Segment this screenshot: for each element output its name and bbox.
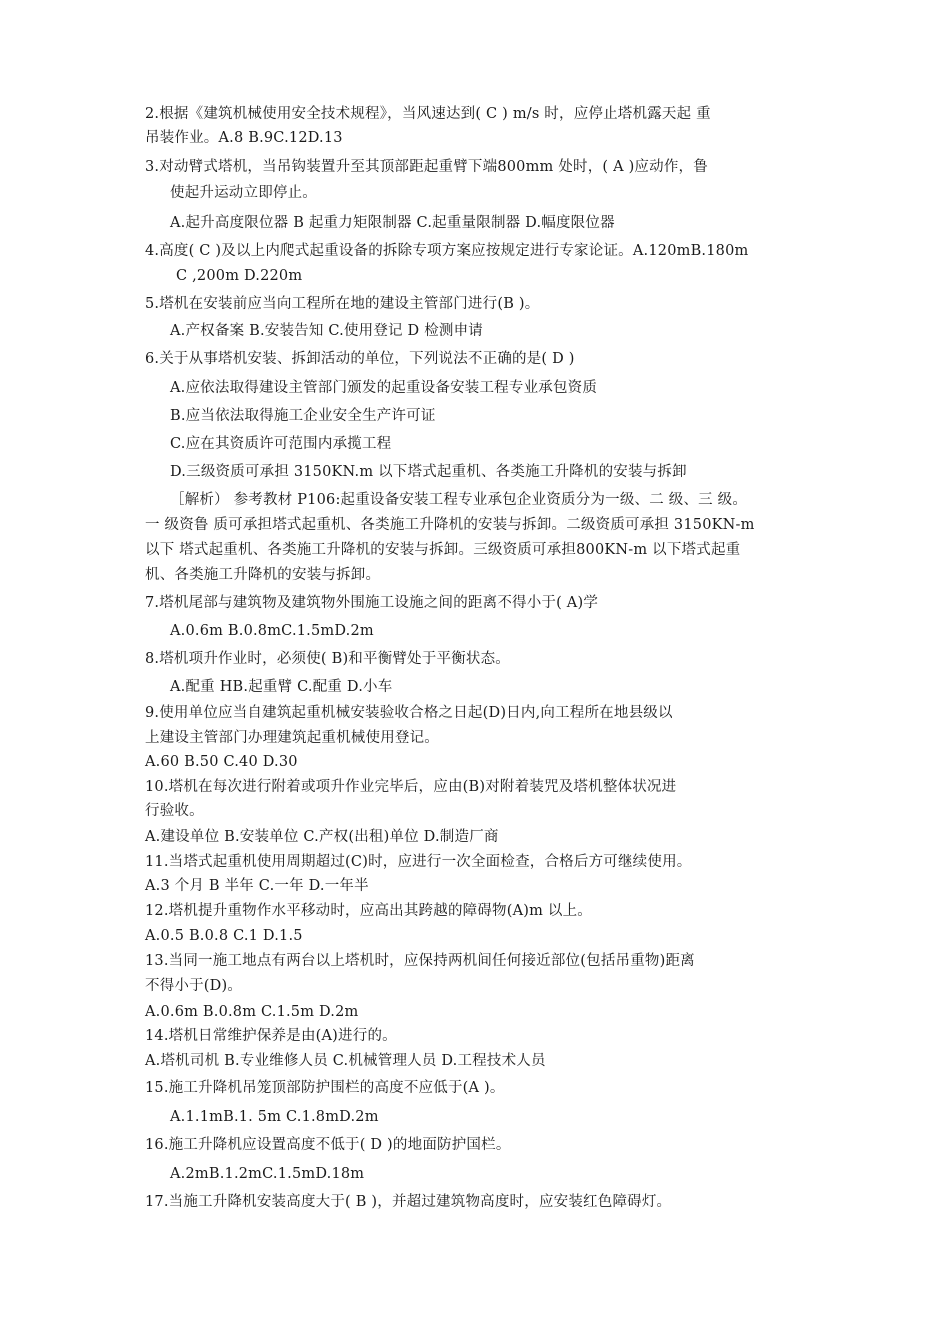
text-line: A.起升高度限位器 B 起重力矩限制器 C.起重量限制器 D.幅度限位器 <box>170 215 615 231</box>
text-line: A.3 个月 B 半年 C.一年 D.一年半 <box>145 878 369 894</box>
text-line: 使起升运动立即停止。 <box>170 185 317 201</box>
text-line: 12.塔机提升重物作水平移动时，应高出其跨越的障碍物(A)m 以上。 <box>145 903 593 919</box>
text-line: 2.根据《建筑机械使用安全技术规程》，当风速达到( C ) m/s 时，应停止塔机露天起 重 <box>145 106 711 122</box>
text-line: A.配重 HB.起重臂 C.配重 D.小车 <box>170 679 393 695</box>
text-line: C.应在其资质许可范围内承揽工程 <box>170 436 392 452</box>
text-line: 3.对动臂式塔机，当吊钩装置升至其顶部距起重臂下端800mm 处时，( A )应动作，鲁 <box>145 159 708 175</box>
text-line: 上建设主管部门办理建筑起重机械使用登记。 <box>145 730 439 746</box>
text-line: 16.施工升降机应设置高度不低于( D )的地面防护国栏。 <box>145 1137 511 1153</box>
text-line: 不得小于(D)。 <box>145 978 243 994</box>
text-line: 以下 塔式起重机、各类施工升降机的安装与拆卸。三级资质可承担800KN-m 以下塔式起重 <box>145 542 741 558</box>
text-line: ［解析） 参考教材 P106:起重设备安装工程专业承包企业资质分为一级、二 级、三 级。 <box>170 492 748 508</box>
text-line: 5.塔机在安装前应当向工程所在地的建设主管部门进行(B )。 <box>145 296 540 312</box>
text-line: A.产权备案 B.安装告知 C.使用登记 D 检测申请 <box>170 323 483 339</box>
text-line: C ,200m D.220m <box>176 268 303 284</box>
text-line: 9.使用单位应当自建筑起重机械安装验收合格之日起(D)日内,向工程所在地县级以 <box>145 705 673 721</box>
text-line: A.建设单位 B.安装单位 C.产权(出租)单位 D.制造厂商 <box>145 829 499 845</box>
text-line: 10.塔机在每次进行附着或项升作业完毕后，应由(B)对附着装咒及塔机整体状况进 <box>145 779 677 795</box>
text-line: A.2mB.1.2mC.1.5mD.18m <box>170 1166 365 1182</box>
text-line: A.应依法取得建设主管部门颁发的起重设备安装工程专业承包资质 <box>170 380 598 396</box>
text-line: 6.关于从事塔机安装、拆卸活动的单位，下列说法不正确的是( D ) <box>145 351 575 367</box>
text-line: 15.施工升降机吊笼顶部防护围栏的高度不应低于(A )。 <box>145 1080 505 1096</box>
text-line: 机、各类施工升降机的安装与拆卸。 <box>145 567 381 583</box>
text-line: 13.当同一施工地点有两台以上塔机时，应保持两机间任何接近部位(包括吊重物)距离 <box>145 953 695 969</box>
text-line: 行验收。 <box>145 803 204 819</box>
text-line: 8.塔机项升作业时，必须使( B)和平衡臂处于平衡状态。 <box>145 651 511 667</box>
text-line: 11.当塔式起重机使用周期超过(C)时，应进行一次全面检查，合格后方可继续使用。 <box>145 854 692 870</box>
text-line: 吊装作业。A.8 B.9C.12D.13 <box>145 130 343 146</box>
text-line: A.1.1mB.1. 5m C.1.8mD.2m <box>170 1109 379 1125</box>
text-line: B.应当依法取得施工企业安全生产许可证 <box>170 408 436 424</box>
text-line: A.0.6m B.0.8m C.1.5m D.2m <box>145 1004 359 1020</box>
text-line: A.60 B.50 C.40 D.30 <box>145 754 298 770</box>
text-line: A.0.6m B.0.8mC.1.5mD.2m <box>170 623 374 639</box>
text-line: 14.塔机日常维护保养是由(A)进行的。 <box>145 1028 397 1044</box>
text-line: 7.塔机尾部与建筑物及建筑物外围施工设施之间的距离不得小于( A)学 <box>145 595 599 611</box>
text-line: D.三级资质可承担 3150KN.m 以下塔式起重机、各类施工升降机的安装与拆卸 <box>170 464 687 480</box>
text-line: 4.高度( C )及以上内爬式起重设备的拆除专项方案应按规定进行专家论证。A.120mB.180m <box>145 243 749 259</box>
text-line: A.塔机司机 B.专业维修人员 C.机械管理人员 D.工程技术人员 <box>145 1053 546 1069</box>
text-line: 17.当施工升降机安装高度大于( B )，并超过建筑物高度时，应安装红色障碍灯。 <box>145 1194 672 1210</box>
text-line: 一 级资鲁 质可承担塔式起重机、各类施工升降机的安装与拆卸。二级资质可承担 3150KN-m <box>145 517 755 533</box>
text-line: A.0.5 B.0.8 C.1 D.1.5 <box>145 928 303 944</box>
